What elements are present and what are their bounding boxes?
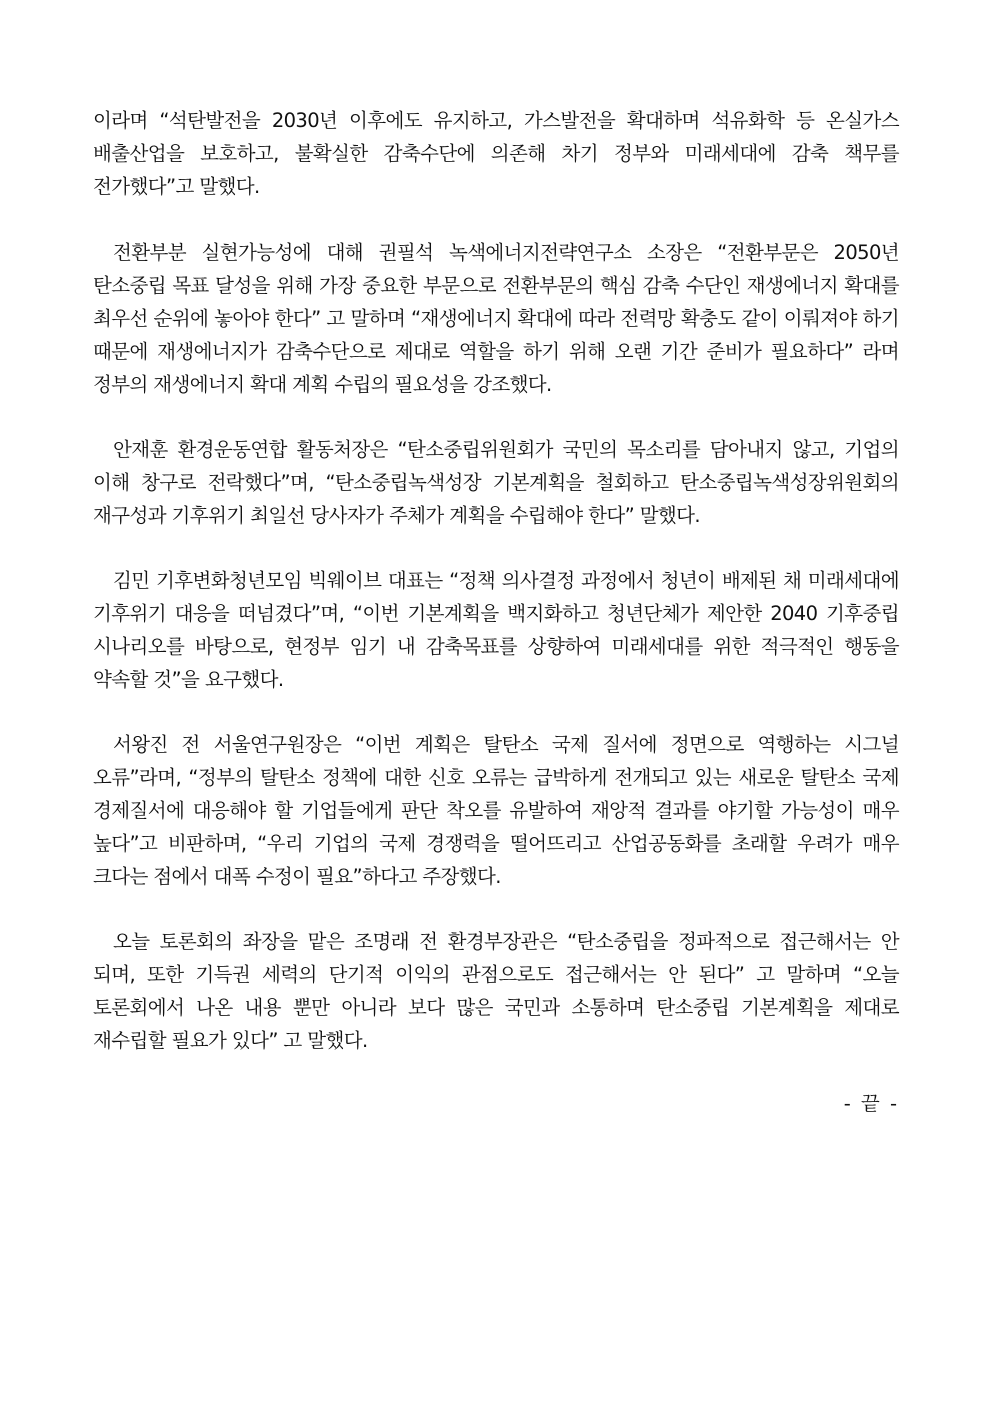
paragraph-ahn-statement: 안재훈 환경운동연합 활동처장은 “탄소중립위원회가 국민의 목소리를 담아내지 않고, 기업의 이해 창구로 전락했다”며, “탄소중립녹색성장 기본계획을 철회하고 탄소중립녹색성장위원회의 재구성과 기후위기 최일선 당사자가 주체가 계획을 수립해야 한다” 말했다.: [93, 438, 899, 527]
paragraph-kwon-statement: 전환부분 실현가능성에 대해 권필석 녹색에너지전략연구소 소장은 “전환부문은 2050년 탄소중립 목표 달성을 위해 가장 중요한 부문으로 전환부문의 핵심 감축 수단인 재생에너지 확대를 최우선 순위에 놓아야 한다” 고 말하며 “재생에너지 확대에 따라 전력망 확충도 같이 이뤄져야 하기 때문에 재생에너지가 감축수단으로 제대로 역할을 하기 위해 오랜 기간 준비가 필요하다” 라며 정부의 재생에너지 확대 계획 수립의 필요성을 강조했다.: [93, 241, 899, 396]
paragraph-cho-statement: 오늘 토론회의 좌장을 맡은 조명래 전 환경부장관은 “탄소중립을 정파적으로 접근해서는 안 되며, 또한 기득권 세력의 단기적 이익의 관점으로도 접근해서는 안 된다” 고 말하며 “오늘 토론회에서 나온 내용 뿐만 아니라 보다 많은 국민과 소통하며 탄소중립 기본계획을 제대로 재수립할 필요가 있다” 고 말했다.: [93, 930, 899, 1052]
end-mark: - 끝 -: [843, 1092, 899, 1115]
document-page: [93, 104, 899, 1120]
paragraph-seo-statement: 서왕진 전 서울연구원장은 “이번 계획은 탈탄소 국제 질서에 정면으로 역행하는 시그널 오류”라며, “정부의 탈탄소 정책에 대한 신호 오류는 급박하게 전개되고 있는 새로운 탈탄소 국제 경제질서에 대응해야 할 기업들에게 판단 착오를 유발하여 재앙적 결과를 야기할 가능성이 매우 높다”고 비판하며, “우리 기업의 국제 경쟁력을 떨어뜨리고 산업공동화를 초래할 우려가 매우 크다는 점에서 대폭 수정이 필요”하다고 주장했다.: [93, 733, 899, 888]
paragraph-kim-statement: 김민 기후변화청년모임 빅웨이브 대표는 “정책 의사결정 과정에서 청년이 배제된 채 미래세대에 기후위기 대응을 떠넘겼다”며, “이번 기본계획을 백지화하고 청년단체가 제안한 2040 기후중립 시나리오를 바탕으로, 현정부 임기 내 감축목표를 상향하여 미래세대를 위한 적극적인 행동을 약속할 것”을 요구했다.: [93, 569, 899, 691]
paragraph-continuation: 이라며 “석탄발전을 2030년 이후에도 유지하고, 가스발전을 확대하며 석유화학 등 온실가스 배출산업을 보호하고, 불확실한 감축수단에 의존해 차기 정부와 미래세대에 감축 책무를 전가했다”고 말했다.: [93, 109, 899, 198]
